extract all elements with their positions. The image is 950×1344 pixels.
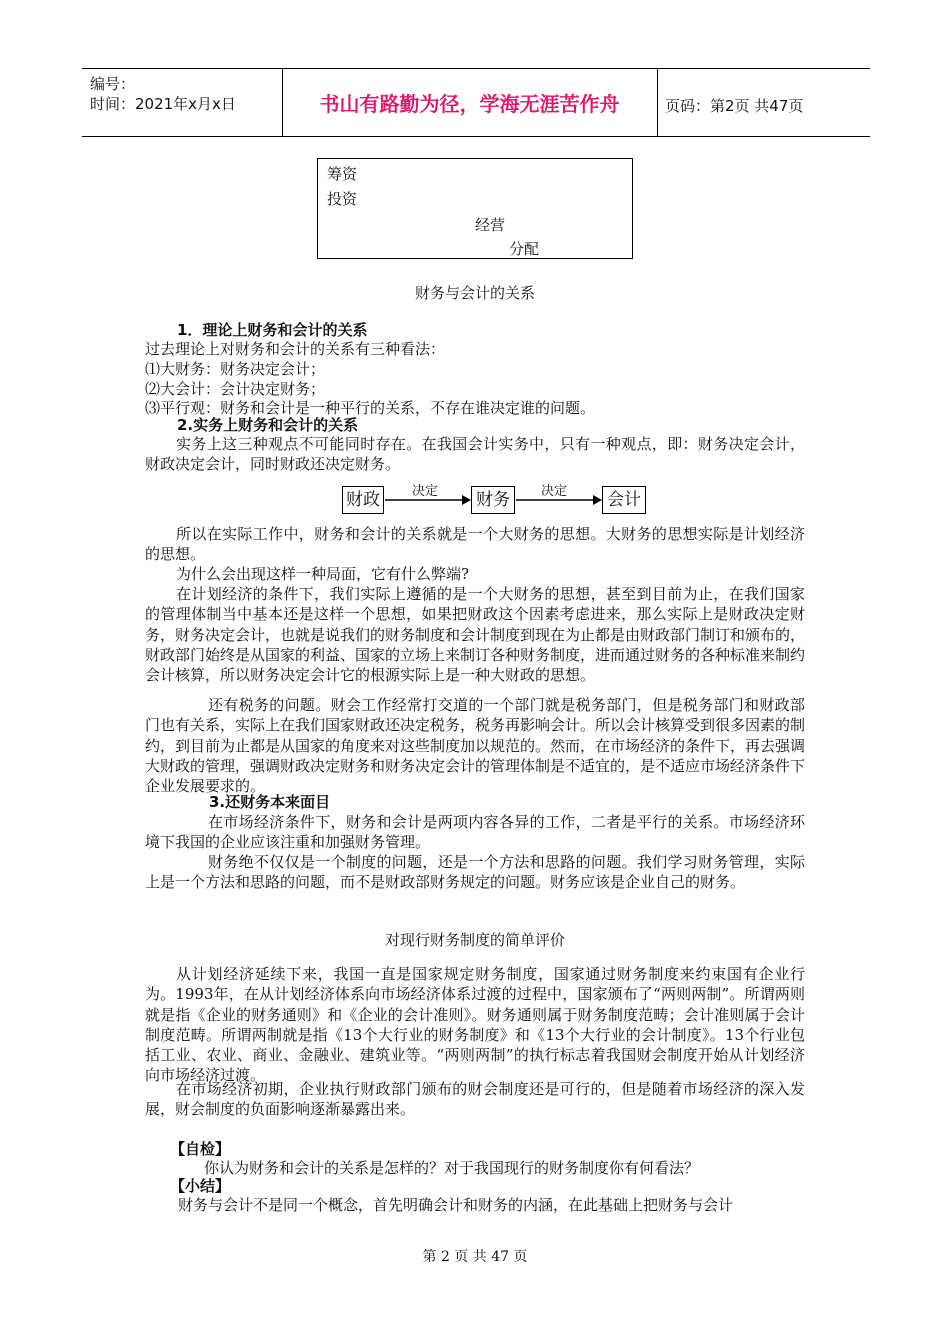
paragraph: 在计划经济的条件下，我们实际上遵循的是一个大财务的思想，甚至到目前为止，在我们国家的管理体制当中基本还是这样一个思想，如果把财政这个因素考虑进来，那么实际上是财政决定财务，财务决定会计，也就是说我们的财务制度和会计制度到现在为止都是由财政部门制订和颁布的，财政部门始终是从国家的利益、国家的立场上来制订各种财务制度，进而通过财务的各种标准来制约会计核算，所以财务决定会计它的根源实际上是一种大财政的思想。 [145, 585, 806, 685]
paragraph: 在市场经济条件下，财务和会计是两项内容各异的工作，二者是平行的关系。市场经济环境下我国的企业应该注重和加强财务管理。 [145, 813, 805, 852]
paragraph: 过去理论上对财务和会计的关系有三种看法： [145, 340, 446, 358]
self-check-label: 【自检】 [170, 1140, 231, 1158]
activity-item: 分配 [509, 240, 540, 258]
flow-label: 决定 [541, 484, 568, 499]
arrow-right-icon [462, 495, 471, 505]
subsection-heading: 2.实务上财务和会计的关系 [177, 416, 359, 434]
paragraph: 在市场经济初期，企业执行财政部门颁布的财会制度还是可行的，但是随着市场经济的深入发展，财会制度的负面影响逐渐暴露出来。 [145, 1080, 805, 1119]
header-motto: 书山有路勤为径，学海无涯苦作舟 [319, 92, 620, 116]
summary-text: 财务与会计不是同一个概念，首先明确会计和财务的内涵，在此基础上把财务与会计 [178, 1196, 734, 1214]
header-meta [82, 69, 282, 136]
activity-item: 经营 [475, 216, 506, 234]
arrow-right-icon [593, 495, 602, 505]
page-footer: 第 2 页 共 47 页 [422, 1249, 528, 1265]
document-number-label: 编号： [90, 75, 136, 93]
flow-box-accounting: 会计 [602, 486, 646, 514]
list-item: ⑵大会计：会计决定财务； [145, 380, 326, 398]
header-divider [657, 69, 658, 136]
header-page-number: 页码：第2页 共47页 [665, 97, 804, 115]
flow-arrows [340, 484, 650, 516]
list-item: ⑶平行观：财务和会计是一种平行的关系，不存在谁决定谁的问题。 [145, 399, 596, 417]
activity-item: 筹资 [327, 165, 358, 183]
paragraph: 为什么会出现这样一种局面，它有什么弊端? [176, 565, 470, 583]
document-time-label: 时间：2021年x月x日 [90, 95, 236, 113]
section-title: 财务与会计的关系 [414, 284, 535, 302]
paragraph: 实务上这三种观点不可能同时存在。在我国会计实务中，只有一种观点，即：财务决定会计，财政决定会计，同时财政还决定财务。 [145, 435, 805, 474]
flow-label: 决定 [412, 484, 439, 499]
flow-box-finance-admin: 财政 [342, 486, 384, 514]
subsection-heading: 1．理论上财务和会计的关系 [177, 321, 368, 339]
self-check-question: 你认为财务和会计的关系是怎样的？对于我国现行的财务制度你有何看法？ [204, 1159, 700, 1177]
finance-activities-box [317, 158, 633, 259]
list-item: ⑴大财务：财务决定会计； [145, 360, 326, 378]
activity-item: 投资 [327, 190, 358, 208]
flow-diagram [340, 484, 650, 516]
section-title: 对现行财务制度的简单评价 [384, 931, 565, 949]
paragraph: 所以在实际工作中，财务和会计的关系就是一个大财务的思想。大财务的思想实际是计划经济的思想。 [145, 525, 805, 564]
paragraph: 还有税务的问题。财会工作经常打交道的一个部门就是税务部门，但是税务部门和财政部门也有关系，实际上在我们国家财政还决定税务，税务再影响会计。所以会计核算受到很多因素的制约，到目前为止都是从国家的角度来对这些制度加以规范的。然而，在市场经济的条件下，再去强调大财政的管理，强调财政决定财务和财务决定会计的管理体制是不适宜的，是不适应市场经济条件下企业发展要求的。 [145, 696, 806, 796]
summary-label: 【小结】 [170, 1177, 231, 1195]
flow-box-finance: 财务 [471, 486, 515, 514]
paragraph: 财务绝不仅仅是一个制度的问题，还是一个方法和思路的问题。我们学习财务管理，实际上是一个方法和思路的问题，而不是财政部财务规定的问题。财务应该是企业自己的财务。 [145, 853, 805, 892]
subsection-heading: 3.还财务本来面目 [209, 793, 331, 811]
page-header [82, 68, 870, 137]
paragraph: 从计划经济延续下来，我国一直是国家规定财务制度，国家通过财务制度来约束国有企业行为。1993年，在从计划经济体系向市场经济体系过渡的过程中，国家颁布了“两则两制”。所谓两则就是指《企业的财务通则》和《企业的会计准则》。财务通则属于财务制度范畴；会计准则属于会计制度范畴。所谓两制就是指《13个大行业的财务制度》和《13个大行业的会计制度》。13个行业包括工业、农业、商业、金融业、建筑业等。“两则两制”的执行标志着我国财会制度开始从计划经济向市场经济过渡。 [145, 965, 805, 1085]
